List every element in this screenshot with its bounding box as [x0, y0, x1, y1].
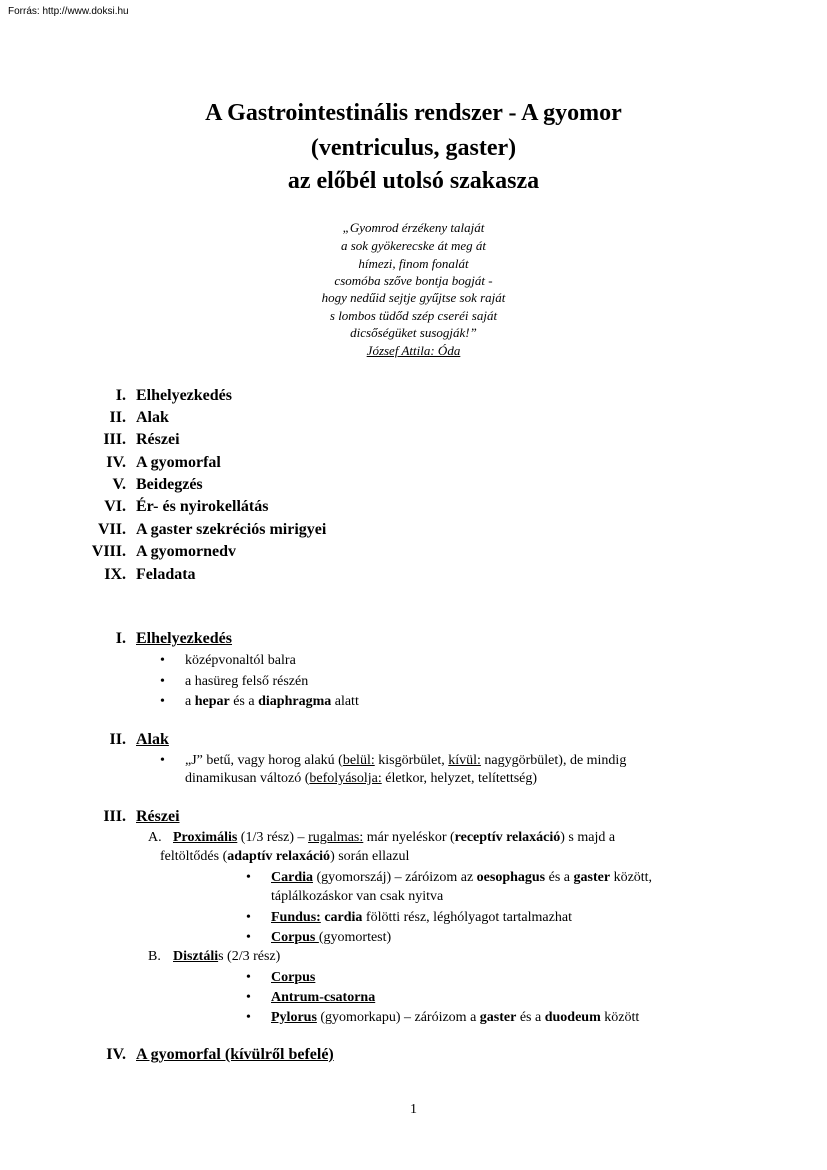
toc-item: A gaster szekréciós mirigyei — [136, 521, 327, 538]
toc-item: Részei — [136, 431, 180, 448]
toc-number: I. — [115, 387, 126, 404]
list-item: Antrum-csatorna — [271, 990, 376, 1005]
toc-item: Alak — [136, 409, 169, 426]
poem-line: dicsőségüket susogják!” — [350, 325, 477, 340]
poem-author-text: József Attila: Óda — [366, 343, 461, 358]
toc-number: VI. — [104, 498, 126, 515]
bullet-icon: • — [246, 910, 251, 925]
bullet-icon: • — [160, 753, 165, 768]
page-number: 1 — [410, 1102, 417, 1117]
toc-item: Ér- és nyirokellátás — [136, 498, 269, 515]
toc-number: IX. — [104, 566, 126, 583]
bullet-icon: • — [246, 970, 251, 985]
section-title: Részei — [136, 808, 180, 825]
section-title: Alak — [136, 731, 169, 748]
paragraph-line: Disztális (2/3 rész) — [173, 949, 281, 964]
toc-number: V. — [112, 476, 126, 493]
section-title: Elhelyezkedés — [136, 630, 232, 647]
title-line-1: A Gastrointestinális rendszer - A gyomor — [205, 100, 622, 126]
list-item: középvonaltól balra — [185, 653, 296, 668]
subsection-letter: A. — [148, 830, 162, 845]
bullet-icon: • — [246, 1010, 251, 1025]
bullet-icon: • — [246, 990, 251, 1005]
section-number: IV. — [106, 1046, 126, 1063]
list-item: a hepar és a diaphragma alatt — [185, 694, 359, 709]
toc-number: VIII. — [91, 543, 126, 560]
toc-number: III. — [103, 431, 126, 448]
paragraph-line: feltöltődés (adaptív relaxáció) során ellazul — [160, 849, 410, 864]
poem-line: a sok gyökerecske át meg át — [341, 238, 486, 253]
list-item: Pylorus (gyomorkapu) – záróizom a gaster és a duodeum között — [271, 1010, 640, 1025]
poem-author — [0, 343, 827, 359]
toc-item: A gyomorfal — [136, 454, 221, 471]
title-line-3: az előbél utolsó szakasza — [287, 168, 540, 194]
bullet-icon: • — [246, 870, 251, 885]
list-item: Fundus: cardia fölötti rész, léghólyagot tartalmazhat — [271, 910, 572, 925]
section-number: I. — [115, 630, 126, 647]
poem-line: „Gyomrod érzékeny talaját — [342, 220, 485, 235]
poem-line: csomóba szőve bontja bogját - — [334, 273, 493, 288]
toc-number: II. — [109, 409, 126, 426]
section-number: III. — [103, 808, 126, 825]
list-item-continuation: táplálkozáskor van csak nyitva — [271, 889, 444, 904]
toc-number: IV. — [106, 454, 126, 471]
source-url: Forrás: http://www.doksi.hu — [8, 6, 129, 17]
bullet-icon: • — [246, 930, 251, 945]
toc-number: VII. — [97, 521, 126, 538]
bullet-icon: • — [160, 653, 165, 668]
list-item: a hasüreg felső részén — [185, 674, 309, 689]
section-title: A gyomorfal (kívülről befelé) — [136, 1046, 334, 1063]
paragraph-line: Proximális (1/3 rész) – rugalmas: már nyeléskor (receptív relaxáció) s majd a — [173, 830, 616, 845]
title-line-2: (ventriculus, gaster) — [310, 135, 517, 161]
poem-line: hogy nedűid sejtje gyűjtse sok raját — [321, 290, 506, 305]
paragraph-line: dinamikusan változó (befolyásolja: életkor, helyzet, telítettség) — [185, 771, 538, 786]
list-item: Cardia (gyomorszáj) – záróizom az oesophagus és a gaster között, — [271, 870, 653, 885]
list-item: Corpus — [271, 970, 316, 985]
toc-item: Beidegzés — [136, 476, 203, 493]
bullet-icon: • — [160, 674, 165, 689]
list-item: Corpus (gyomortest) — [271, 930, 392, 945]
toc-item: Elhelyezkedés — [136, 387, 232, 404]
poem-line: s lombos tüdőd szép cseréi saját — [329, 308, 498, 323]
toc-item: A gyomornedv — [136, 543, 236, 560]
toc-item: Feladata — [136, 566, 196, 583]
poem-line: hímezi, finom fonalát — [358, 256, 469, 271]
paragraph-line: „J” betű, vagy horog alakú (belül: kisgörbület, kívül: nagygörbület), de mindig — [185, 753, 627, 768]
section-number: II. — [109, 731, 126, 748]
subsection-letter: B. — [148, 949, 161, 964]
bullet-icon: • — [160, 694, 165, 709]
